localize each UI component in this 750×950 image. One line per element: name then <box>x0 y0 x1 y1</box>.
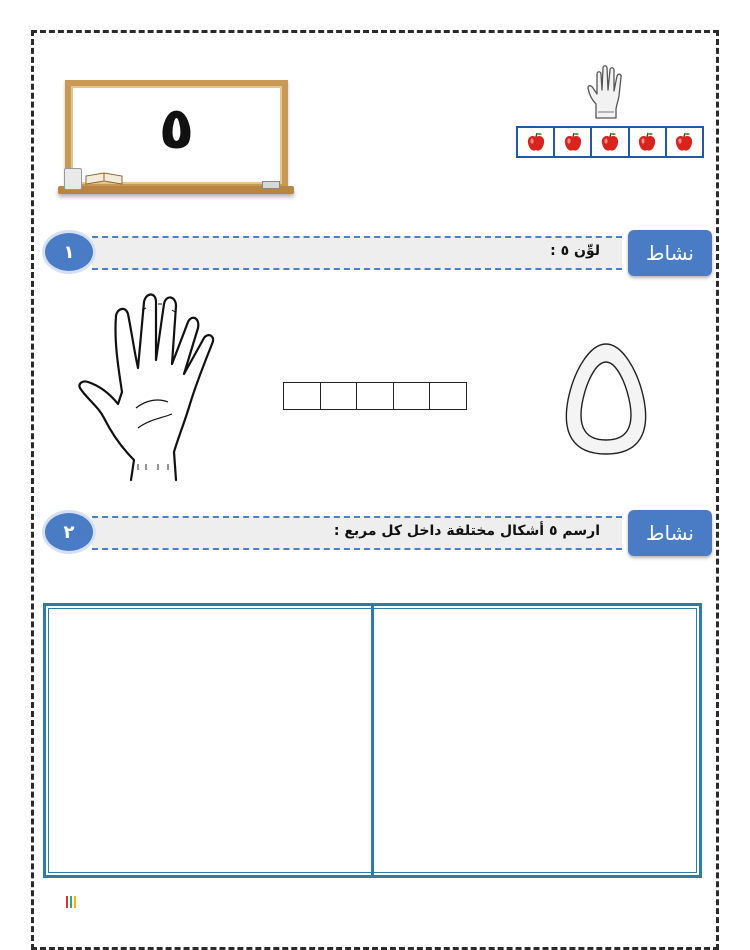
pencil-icon <box>66 896 68 908</box>
eraser-icon <box>262 181 280 189</box>
apple-cell <box>592 128 629 156</box>
coloring-box[interactable] <box>394 383 431 409</box>
drawing-square-left[interactable] <box>46 606 374 875</box>
activity-1-instruction: لوِّن ٥ : <box>550 243 600 259</box>
board-digit: ٥ <box>158 94 195 162</box>
coloring-boxes <box>283 382 467 410</box>
apple-cell <box>667 128 702 156</box>
activity-1-number: ١ <box>42 230 96 274</box>
hand-five-icon <box>586 60 632 120</box>
coloring-box[interactable] <box>321 383 358 409</box>
open-book-icon <box>84 172 124 186</box>
pencil-icon <box>74 896 76 908</box>
apple-cell <box>630 128 667 156</box>
coloring-box[interactable] <box>284 383 321 409</box>
apple-counter <box>516 126 704 158</box>
apple-icon <box>599 131 621 153</box>
coloring-box[interactable] <box>357 383 394 409</box>
apple-icon <box>525 131 547 153</box>
apple-cell <box>555 128 592 156</box>
activity-1-line <box>92 236 622 270</box>
pencil-cup-icon <box>64 168 82 190</box>
activity-2-label: نشاط <box>628 510 712 556</box>
coloring-box[interactable] <box>430 383 466 409</box>
pencil-icon <box>70 896 72 908</box>
hand-outline-icon <box>76 288 226 484</box>
activity-1-header <box>62 236 712 272</box>
apple-icon <box>562 131 584 153</box>
activity-2-header <box>62 516 712 552</box>
digit-five-outline[interactable] <box>560 340 652 460</box>
board-ledge <box>58 186 294 194</box>
activity-1-label: نشاط <box>628 230 712 276</box>
drawing-grid <box>43 603 702 878</box>
drawing-square-right[interactable] <box>374 606 699 875</box>
apple-icon <box>636 131 658 153</box>
activity-2-instruction: ارسم ٥ أشكال مختلفة داخل كل مربع : <box>333 523 600 539</box>
activity-2-number: ٢ <box>42 510 96 554</box>
apple-cell <box>518 128 555 156</box>
apple-icon <box>673 131 695 153</box>
